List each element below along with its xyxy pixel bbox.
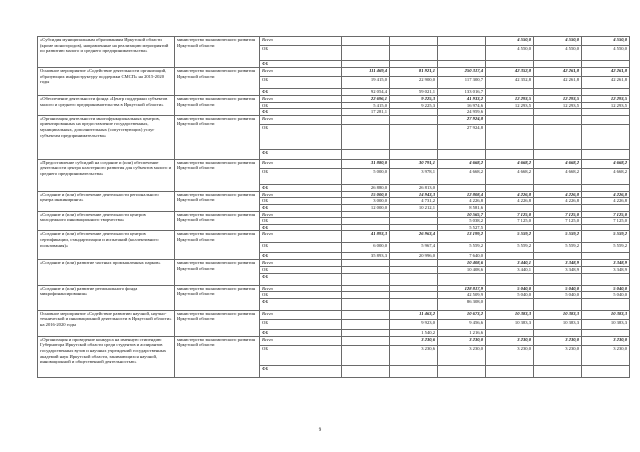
amount-cell: 4 226,8 <box>438 198 486 205</box>
activity-description: «Организация деятельности многофункциональных центров, ориентированных на предоставление государственных, муниципальных, дополнительных (сопутствующих) услуг субъектам предпринимательства» <box>38 115 175 159</box>
executor: министерство экономического развития Иркутской области <box>175 260 260 285</box>
executor: министерство экономического развития Иркутской области <box>175 191 260 211</box>
amount-cell: 12 000,0 <box>342 204 390 211</box>
amount-cell: 3 230,0 <box>582 345 630 365</box>
amount-cell: 26 963,4 <box>390 231 438 243</box>
amount-cell: 7 125,0 <box>582 211 630 218</box>
funding-source: Всего <box>260 260 342 267</box>
amount-cell: 42 352,8 <box>486 77 534 89</box>
amount-cell: 7 125,0 <box>582 218 630 225</box>
amount-cell: 42 261,8 <box>534 68 582 77</box>
activity-description: «Обеспечение деятельности фонда «Центр поддержки субъектов малого и среднего предпринимательства в Иркутской области» <box>38 96 175 116</box>
executor: министерство экономического развития Иркутской области <box>175 115 260 159</box>
funding-source: ОБ <box>260 46 342 61</box>
amount-cell: 4 668,2 <box>438 159 486 168</box>
amount-cell: 5 040,0 <box>486 292 534 299</box>
amount-cell: 42 261,8 <box>534 77 582 89</box>
executor: министерство экономического развития Иркутской области <box>175 68 260 96</box>
funding-source: ОБ <box>260 243 342 253</box>
amount-cell <box>534 224 582 231</box>
amount-cell: 3 000,0 <box>342 198 390 205</box>
amount-cell <box>534 124 582 149</box>
amount-cell: 11 463,2 <box>390 310 438 319</box>
activity-description: «Создание и (или) развитие частных промышленных парков» <box>38 260 175 285</box>
amount-cell: 5 415,0 <box>342 102 390 109</box>
amount-cell <box>342 336 390 345</box>
amount-cell <box>390 61 438 68</box>
amount-cell <box>438 184 486 191</box>
amount-cell: 42 261,8 <box>582 77 630 89</box>
amount-cell <box>582 149 630 159</box>
amount-cell: 5 559,2 <box>534 243 582 253</box>
executor: министерство экономического развития Иркутской области <box>175 96 260 116</box>
amount-cell: 3 440,1 <box>486 266 534 273</box>
amount-cell: 10 383,3 <box>486 319 534 329</box>
amount-cell: 128 817,9 <box>438 285 486 292</box>
amount-cell: 8 581,6 <box>438 204 486 211</box>
amount-cell: 133 016,7 <box>438 89 486 96</box>
amount-cell: 27 924,8 <box>438 115 486 124</box>
amount-cell <box>582 253 630 260</box>
amount-cell: 3 348,9 <box>582 266 630 273</box>
amount-cell: 3 230,6 <box>390 345 438 365</box>
amount-cell: 35 893,3 <box>342 253 390 260</box>
amount-cell <box>582 273 630 285</box>
amount-cell: 5 040,0 <box>486 285 534 292</box>
amount-cell: 81 921,1 <box>390 68 438 77</box>
funding-source: Всего <box>260 285 342 292</box>
funding-source: ФБ <box>260 61 342 68</box>
amount-cell: 5 038,2 <box>438 218 486 225</box>
amount-cell <box>438 46 486 61</box>
amount-cell: 3 230,6 <box>390 336 438 345</box>
amount-cell: 1 216,6 <box>438 329 486 336</box>
table-row <box>38 96 630 103</box>
amount-cell <box>342 46 390 61</box>
amount-cell: 10 408,6 <box>438 260 486 267</box>
executor: министерство экономического развития Иркутской области <box>175 37 260 68</box>
funding-source: ОБ <box>260 168 342 184</box>
amount-cell <box>534 329 582 336</box>
amount-cell <box>342 224 390 231</box>
amount-cell <box>534 89 582 96</box>
amount-cell: 27 924,8 <box>438 124 486 149</box>
amount-cell <box>342 298 390 310</box>
executor: министерство экономического развития Иркутской области <box>175 310 260 336</box>
amount-cell: 12 293,5 <box>582 102 630 109</box>
budget-table <box>37 36 630 378</box>
amount-cell: 250 317,4 <box>438 68 486 77</box>
funding-source: ФБ <box>260 273 342 285</box>
funding-source: Всего <box>260 211 342 218</box>
table-row <box>38 310 630 319</box>
amount-cell: 15 000,0 <box>342 191 390 198</box>
amount-cell: 41 893,3 <box>342 231 390 243</box>
amount-cell: 5 559,2 <box>582 231 630 243</box>
funding-source: ОБ <box>260 198 342 205</box>
table-row <box>38 336 630 345</box>
amount-cell <box>342 211 390 218</box>
amount-cell: 3 978,1 <box>390 168 438 184</box>
amount-cell: 9 456,6 <box>438 319 486 329</box>
amount-cell <box>486 329 534 336</box>
amount-cell <box>486 109 534 116</box>
amount-cell: 12 293,5 <box>486 102 534 109</box>
amount-cell: 3 230,0 <box>534 345 582 365</box>
amount-cell: 4 226,8 <box>486 191 534 198</box>
amount-cell <box>342 266 390 273</box>
amount-cell <box>390 266 438 273</box>
amount-cell: 10 383,3 <box>534 319 582 329</box>
amount-cell: 4 550,0 <box>582 46 630 61</box>
amount-cell: 22 900,0 <box>390 77 438 89</box>
funding-source: ФБ <box>260 298 342 310</box>
amount-cell: 92 054,4 <box>342 89 390 96</box>
amount-cell <box>534 298 582 310</box>
amount-cell <box>342 260 390 267</box>
funding-source: ОБ <box>260 266 342 273</box>
amount-cell: 4 550,0 <box>582 37 630 46</box>
amount-cell: 10 383,3 <box>582 319 630 329</box>
amount-cell <box>390 292 438 299</box>
amount-cell: 42 261,8 <box>582 68 630 77</box>
amount-cell: 4 550,0 <box>486 37 534 46</box>
amount-cell: 7 125,0 <box>534 218 582 225</box>
funding-source: Всего <box>260 115 342 124</box>
amount-cell <box>486 253 534 260</box>
amount-cell: 5 559,2 <box>438 243 486 253</box>
amount-cell <box>390 285 438 292</box>
activity-description: Основное мероприятие «Содействие развитию научной, научно-технической и инновационной деятельности в Иркутской области» на 2016-2020 годы <box>38 310 175 336</box>
amount-cell: 5 040,0 <box>582 292 630 299</box>
amount-cell <box>390 149 438 159</box>
executor: министерство экономического развития Иркутской области <box>175 231 260 260</box>
amount-cell: 42 509,9 <box>438 292 486 299</box>
amount-cell: 4 226,8 <box>486 198 534 205</box>
funding-source: Всего <box>260 68 342 77</box>
amount-cell <box>342 292 390 299</box>
amount-cell <box>582 329 630 336</box>
amount-cell <box>390 224 438 231</box>
amount-cell: 7 125,0 <box>534 211 582 218</box>
amount-cell <box>486 273 534 285</box>
amount-cell: 24 959,6 <box>438 109 486 116</box>
amount-cell <box>534 253 582 260</box>
amount-cell: 86 308,0 <box>438 298 486 310</box>
table-row <box>38 159 630 168</box>
funding-source: ФБ <box>260 253 342 260</box>
amount-cell: 4 668,2 <box>486 159 534 168</box>
table-row <box>38 191 630 198</box>
funding-source: Всего <box>260 310 342 319</box>
amount-cell <box>342 319 390 329</box>
amount-cell: 16 974,6 <box>438 102 486 109</box>
amount-cell <box>534 109 582 116</box>
amount-cell: 7 125,0 <box>486 218 534 225</box>
amount-cell: 4 668,2 <box>582 159 630 168</box>
funding-source: ФБ <box>260 329 342 336</box>
amount-cell: 12 808,4 <box>438 191 486 198</box>
amount-cell: 3 348,9 <box>534 260 582 267</box>
amount-cell <box>390 298 438 310</box>
amount-cell: 5 559,2 <box>534 231 582 243</box>
amount-cell <box>342 365 390 377</box>
amount-cell <box>534 149 582 159</box>
amount-cell <box>342 37 390 46</box>
amount-cell <box>390 218 438 225</box>
amount-cell: 12 293,5 <box>534 102 582 109</box>
table-row <box>38 68 630 77</box>
amount-cell <box>582 124 630 149</box>
amount-cell <box>582 89 630 96</box>
amount-cell: 1 540,2 <box>390 329 438 336</box>
amount-cell <box>486 298 534 310</box>
funding-source: Всего <box>260 37 342 46</box>
amount-cell: 10 673,2 <box>438 310 486 319</box>
amount-cell <box>438 365 486 377</box>
amount-cell <box>438 149 486 159</box>
amount-cell: 20 996,0 <box>390 253 438 260</box>
funding-source: ОБ <box>260 319 342 329</box>
amount-cell: 12 293,5 <box>534 96 582 103</box>
amount-cell: 3 230,0 <box>438 336 486 345</box>
amount-cell: 3 230,0 <box>438 345 486 365</box>
amount-cell: 3 230,0 <box>534 336 582 345</box>
amount-cell <box>534 204 582 211</box>
amount-cell <box>582 224 630 231</box>
activity-description: «Предоставление субсидий на создание и (или) обеспечение деятельности центра кластерного развития для субъектов малого и среднего предпринимательства» <box>38 159 175 191</box>
amount-cell <box>582 298 630 310</box>
amount-cell <box>342 124 390 149</box>
amount-cell: 12 293,5 <box>582 96 630 103</box>
funding-source: ОБ <box>260 124 342 149</box>
activity-description: «Организация и проведение конкурса на именную стипендию Губернатора Иркутской области среди студентов и аспирантов государственных вузов и научных учреждений государственных академий наук Иркутской области, занимающихся научной, инновационной и общественной деятельностью» <box>38 336 175 377</box>
table-row <box>38 285 630 292</box>
executor: министерство экономического развития Иркутской области <box>175 211 260 231</box>
amount-cell <box>486 184 534 191</box>
amount-cell <box>390 46 438 61</box>
amount-cell: 3 348,9 <box>534 266 582 273</box>
amount-cell: 4 668,2 <box>534 159 582 168</box>
amount-cell: 5 527,5 <box>438 224 486 231</box>
funding-source: ФБ <box>260 365 342 377</box>
amount-cell: 30 791,1 <box>390 159 438 168</box>
amount-cell: 31 880,0 <box>342 159 390 168</box>
amount-cell: 4 226,8 <box>582 191 630 198</box>
amount-cell: 10 383,3 <box>534 310 582 319</box>
amount-cell <box>342 115 390 124</box>
amount-cell <box>486 89 534 96</box>
amount-cell <box>486 149 534 159</box>
amount-cell <box>390 37 438 46</box>
amount-cell: 4 668,2 <box>486 168 534 184</box>
activity-description: «Создание и (или) обеспечение деятельности регионального центра инжиниринга» <box>38 191 175 211</box>
amount-cell <box>534 61 582 68</box>
amount-cell <box>342 329 390 336</box>
funding-source: ФБ <box>260 89 342 96</box>
amount-cell: 7 125,0 <box>486 211 534 218</box>
amount-cell: 14 943,3 <box>390 191 438 198</box>
amount-cell <box>582 365 630 377</box>
amount-cell: 10 212,1 <box>390 204 438 211</box>
amount-cell: 3 230,0 <box>486 345 534 365</box>
amount-cell <box>582 204 630 211</box>
amount-cell: 5 040,0 <box>534 292 582 299</box>
amount-cell <box>342 149 390 159</box>
amount-cell <box>438 37 486 46</box>
amount-cell: 42 352,8 <box>486 68 534 77</box>
amount-cell: 5 040,0 <box>582 285 630 292</box>
amount-cell: 4 668,2 <box>582 168 630 184</box>
funding-source: ФБ <box>260 149 342 159</box>
amount-cell: 10 383,3 <box>486 310 534 319</box>
amount-cell: 4 226,8 <box>534 198 582 205</box>
activity-description: «Субсидия муниципальным образованиям Иркутской области (кроме моногородов), направленные на реализацию мероприятий по развитию малого и среднего предпринимательства» <box>38 37 175 68</box>
amount-cell <box>486 224 534 231</box>
amount-cell: 9 923,0 <box>390 319 438 329</box>
amount-cell: 10 565,7 <box>438 211 486 218</box>
amount-cell: 3 230,0 <box>582 336 630 345</box>
executor: министерство экономического развития Иркутской области <box>175 285 260 310</box>
activity-description: Основное мероприятие «Содействие деятельности организаций, образующих инфраструктуру поддержки СМСП» на 2015-2020 годы <box>38 68 175 96</box>
amount-cell <box>486 61 534 68</box>
funding-source: ОБ <box>260 77 342 89</box>
amount-cell <box>342 218 390 225</box>
amount-cell <box>486 204 534 211</box>
amount-cell: 9 225,3 <box>390 96 438 103</box>
amount-cell: 4 226,8 <box>534 191 582 198</box>
amount-cell: 5 559,2 <box>486 243 534 253</box>
amount-cell: 4 550,0 <box>534 37 582 46</box>
amount-cell <box>582 184 630 191</box>
funding-source: Всего <box>260 96 342 103</box>
amount-cell <box>534 365 582 377</box>
amount-cell: 26 880,0 <box>342 184 390 191</box>
amount-cell: 5 559,2 <box>486 231 534 243</box>
amount-cell: 5 040,0 <box>534 285 582 292</box>
amount-cell: 41 933,2 <box>438 96 486 103</box>
amount-cell: 6 000,0 <box>342 243 390 253</box>
amount-cell: 17 281,1 <box>342 109 390 116</box>
amount-cell <box>534 273 582 285</box>
amount-cell: 117 300,7 <box>438 77 486 89</box>
amount-cell <box>438 61 486 68</box>
activity-description: «Создание и (или) обеспечение деятельности центров молодежного инновационного творчества» <box>38 211 175 231</box>
amount-cell <box>342 273 390 285</box>
amount-cell <box>342 345 390 365</box>
amount-cell <box>390 115 438 124</box>
funding-source: ФБ <box>260 184 342 191</box>
amount-cell: 12 293,5 <box>486 96 534 103</box>
amount-cell: 19 415,0 <box>342 77 390 89</box>
amount-cell: 4 668,2 <box>534 168 582 184</box>
funding-source: Всего <box>260 231 342 243</box>
amount-cell: 10 383,3 <box>582 310 630 319</box>
amount-cell <box>390 365 438 377</box>
funding-source: ОБ <box>260 218 342 225</box>
amount-cell: 22 696,1 <box>342 96 390 103</box>
table-row <box>38 231 630 243</box>
funding-source: ОБ <box>260 102 342 109</box>
amount-cell: 5 967,4 <box>390 243 438 253</box>
amount-cell <box>534 184 582 191</box>
amount-cell <box>486 365 534 377</box>
amount-cell <box>582 61 630 68</box>
page-number: 9 <box>318 428 322 433</box>
activity-description: «Создание и (или) развитие регионального фонда микрофинансирования» <box>38 285 175 310</box>
executor: министерство экономического развития Иркутской области <box>175 336 260 377</box>
funding-source: Всего <box>260 191 342 198</box>
amount-cell: 26 813,0 <box>390 184 438 191</box>
funding-source: ФБ <box>260 109 342 116</box>
amount-cell: 5 559,2 <box>582 243 630 253</box>
amount-cell <box>390 124 438 149</box>
amount-cell <box>582 109 630 116</box>
amount-cell <box>342 310 390 319</box>
funding-source: ФБ <box>260 224 342 231</box>
amount-cell <box>486 115 534 124</box>
amount-cell: 4 550,0 <box>486 46 534 61</box>
amount-cell: 10 408,6 <box>438 266 486 273</box>
amount-cell <box>342 285 390 292</box>
amount-cell <box>390 109 438 116</box>
amount-cell <box>534 115 582 124</box>
table-row <box>38 37 630 46</box>
amount-cell <box>582 115 630 124</box>
funding-source: Всего <box>260 159 342 168</box>
amount-cell <box>486 124 534 149</box>
amount-cell: 9 225,3 <box>390 102 438 109</box>
amount-cell <box>390 260 438 267</box>
funding-source: ФБ <box>260 204 342 211</box>
funding-source: ОБ <box>260 345 342 365</box>
amount-cell: 59 021,1 <box>390 89 438 96</box>
amount-cell: 13 199,2 <box>438 231 486 243</box>
executor: министерство экономического развития Иркутской области <box>175 159 260 191</box>
table-row <box>38 211 630 218</box>
amount-cell: 4 668,2 <box>438 168 486 184</box>
amount-cell: 4 550,0 <box>534 46 582 61</box>
amount-cell: 3 230,0 <box>486 336 534 345</box>
amount-cell: 3 440,1 <box>486 260 534 267</box>
amount-cell: 5 000,0 <box>342 168 390 184</box>
amount-cell <box>390 273 438 285</box>
amount-cell <box>438 273 486 285</box>
amount-cell <box>342 61 390 68</box>
amount-cell: 7 640,0 <box>438 253 486 260</box>
amount-cell <box>390 211 438 218</box>
amount-cell: 4 226,8 <box>582 198 630 205</box>
table-row <box>38 115 630 124</box>
amount-cell: 3 348,9 <box>582 260 630 267</box>
funding-source: ОБ <box>260 292 342 299</box>
amount-cell: 111 469,4 <box>342 68 390 77</box>
activity-description: «Создание и (или) обеспечение деятельности центров сертификации, стандартизации и испытаний (коллективного пользования)» <box>38 231 175 260</box>
funding-source: Всего <box>260 336 342 345</box>
amount-cell: 4 731,2 <box>390 198 438 205</box>
table-row <box>38 260 630 267</box>
